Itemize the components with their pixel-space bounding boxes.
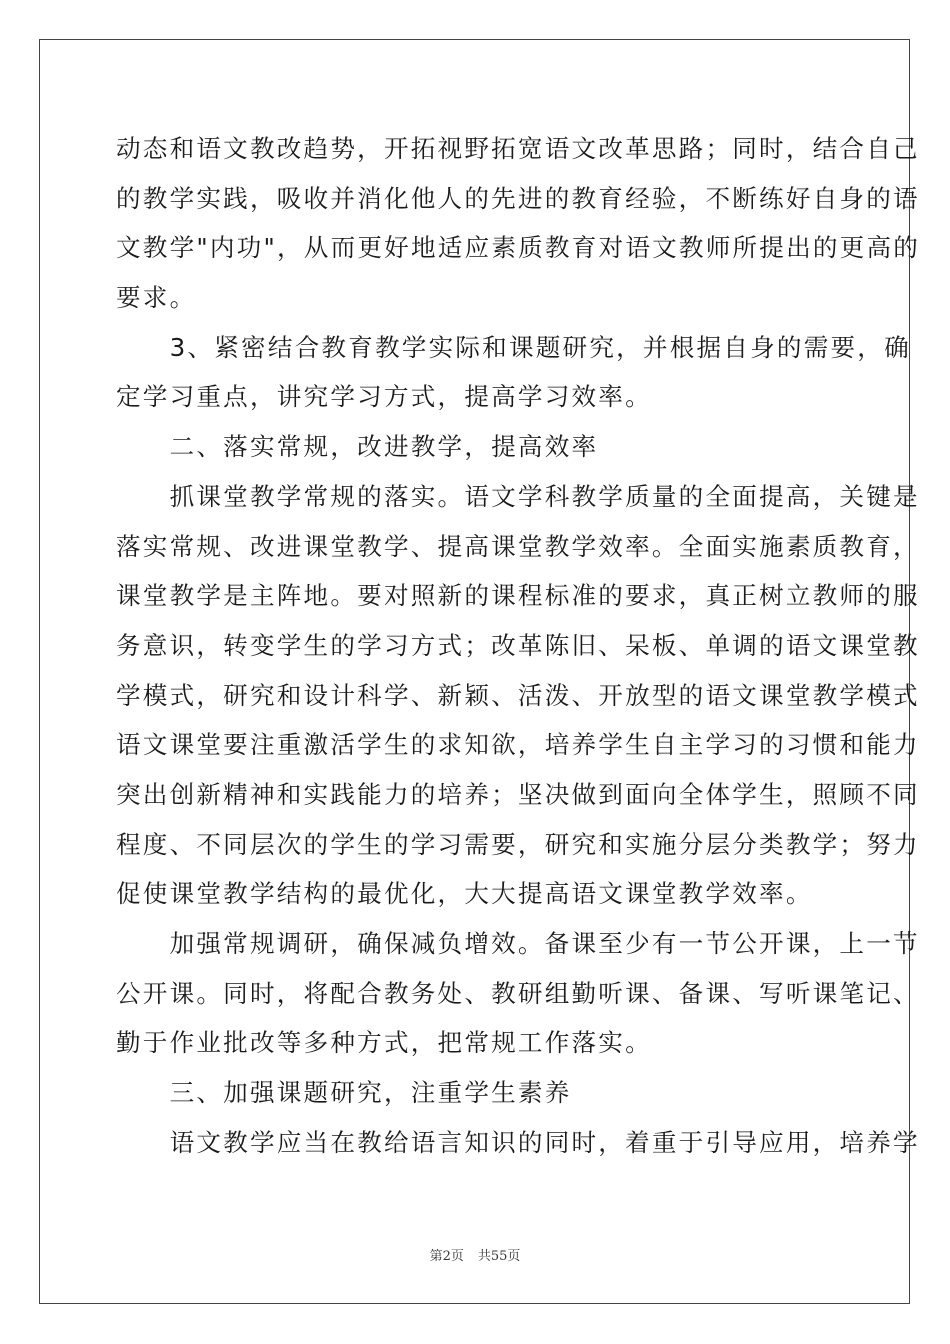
section-heading: 三、加强课题研究，注重学生素养 bbox=[116, 1078, 572, 1108]
text-line: 促使课堂教学结构的最优化，大大提高语文课堂教学效率。 bbox=[116, 879, 813, 909]
text-line: 要求。 bbox=[116, 283, 197, 313]
text-line: 3、紧密结合教育教学实际和课题研究，并根据自身的需要，确 bbox=[116, 332, 911, 362]
text-line: 语文课堂要注重激活学生的求知欲，培养学生自主学习的习惯和能力 bbox=[116, 730, 920, 760]
text-line: 公开课。同时，将配合教务处、教研组勤听课、备课、写听课笔记、 bbox=[116, 978, 920, 1008]
text-line: 学模式，研究和设计科学、新颖、活泼、开放型的语文课堂教学模式 bbox=[116, 680, 920, 710]
text-line: 突出创新精神和实践能力的培养；坚决做到面向全体学生，照顾不同 bbox=[116, 779, 920, 809]
text-line: 落实常规、改进课堂教学、提高课堂教学效率。全面实施素质教育， bbox=[116, 531, 920, 561]
page-number: 第2页 bbox=[429, 1249, 464, 1264]
text-line: 课堂教学是主阵地。要对照新的课程标准的要求，真正树立教师的服 bbox=[116, 581, 920, 611]
text-line: 文教学"内功"，从而更好地适应素质教育对语文教师所提出的更高的 bbox=[116, 233, 921, 263]
text-line: 程度、不同层次的学生的学习需要，研究和实施分层分类教学；努力 bbox=[116, 829, 920, 859]
text-line: 语文教学应当在教给语言知识的同时，着重于引导应用，培养学 bbox=[116, 1127, 920, 1157]
text-line: 勤于作业批改等多种方式，把常规工作落实。 bbox=[116, 1028, 652, 1058]
text-line: 抓课堂教学常规的落实。语文学科教学质量的全面提高，关键是 bbox=[116, 481, 920, 511]
section-heading: 二、落实常规，改进教学，提高效率 bbox=[116, 432, 599, 462]
text-line: 定学习重点，讲究学习方式，提高学习效率。 bbox=[116, 382, 652, 412]
text-line: 加强常规调研，确保减负增效。备课至少有一节公开课，上一节 bbox=[116, 929, 920, 958]
page-footer bbox=[0, 1245, 950, 1264]
document-body bbox=[116, 124, 921, 1167]
page-total: 共55页 bbox=[477, 1249, 521, 1264]
text-line: 务意识，转变学生的学习方式；改革陈旧、呆板、单调的语文课堂教 bbox=[116, 630, 920, 660]
text-line: 动态和语文教改趋势，开拓视野拓宽语文改革思路；同时，结合自己 bbox=[116, 134, 920, 163]
text-line: 的教学实践，吸收并消化他人的先进的教育经验，不断练好自身的语 bbox=[116, 183, 920, 213]
